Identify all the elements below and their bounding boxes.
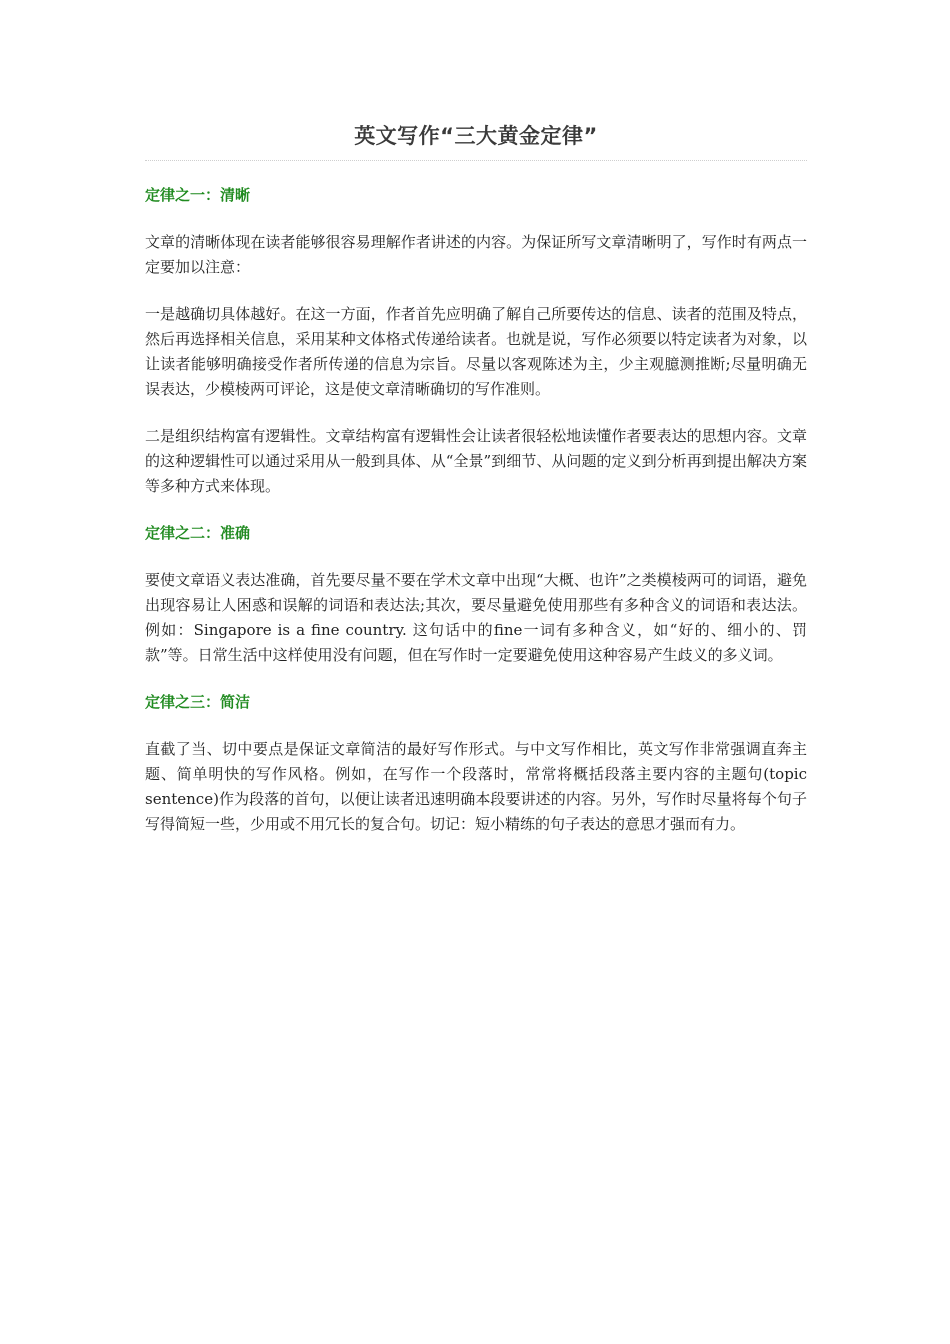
section-accuracy bbox=[145, 521, 807, 668]
title-divider bbox=[145, 160, 807, 161]
paragraph: 直截了当、切中要点是保证文章简洁的最好写作形式。与中文写作相比，英文写作非常强调直奔主题、简单明快的写作风格。例如，在写作一个段落时，常常将概括段落主要内容的主题句(topic sentence)作为段落的首句，以便让读者迅速明确本段要讲述的内容。另外，写作时尽量将每个句子写得简短一些，少用或不用冗长的复合句。切记：短小精练的句子表达的意思才强而有力。 bbox=[145, 740, 807, 833]
section-heading: 定律之三：简洁 bbox=[145, 693, 251, 711]
section-clarity bbox=[145, 183, 807, 499]
paragraph: 一是越确切具体越好。在这一方面，作者首先应明确了解自己所要传达的信息、读者的范围及特点，然后再选择相关信息，采用某种文体格式传递给读者。也就是说，写作必须要以特定读者为对象，以让读者能够明确接受作者所传递的信息为宗旨。尽量以客观陈述为主，少主观臆测推断;尽量明确无误表达，少模棱两可评论，这是使文章清晰确切的写作准则。 bbox=[145, 305, 807, 398]
section-conciseness bbox=[145, 690, 807, 837]
paragraph: 要使文章语义表达准确，首先要尽量不要在学术文章中出现“大概、也许”之类模棱两可的词语，避免出现容易让人困惑和误解的词语和表达法;其次，要尽量避免使用那些有多种含义的词语和表达法。例如：Singapore is a fine country. 这句话中的fine一词有多种含义，如“好的、细小的、罚款”等。日常生活中这样使用没有问题，但在写作时一定要避免使用这种容易产生歧义的多义词。 bbox=[145, 571, 807, 664]
section-heading: 定律之一：清晰 bbox=[145, 186, 251, 204]
article bbox=[145, 112, 807, 859]
page-title: 英文写作“三大黄金定律” bbox=[354, 124, 598, 148]
paragraph: 二是组织结构富有逻辑性。文章结构富有逻辑性会让读者很轻松地读懂作者要表达的思想内容。文章的这种逻辑性可以通过采用从一般到具体、从“全景”到细节、从问题的定义到分析再到提出解决方案等多种方式来体现。 bbox=[145, 427, 807, 495]
section-heading: 定律之二：准确 bbox=[145, 524, 251, 542]
paragraph: 文章的清晰体现在读者能够很容易理解作者讲述的内容。为保证所写文章清晰明了，写作时有两点一定要加以注意： bbox=[145, 233, 807, 276]
